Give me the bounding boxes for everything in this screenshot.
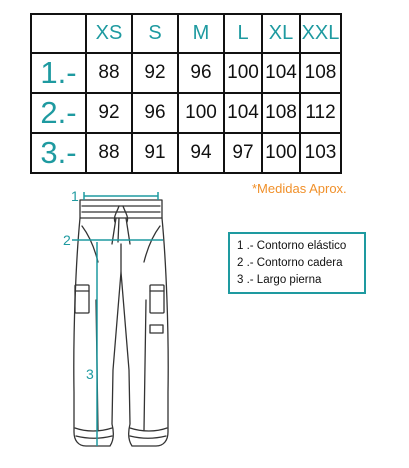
marker-2: 2 xyxy=(63,232,71,248)
table-cell: 104 xyxy=(262,53,300,93)
table-cell: 104 xyxy=(224,93,262,133)
marker-1: 1 xyxy=(71,188,79,204)
approx-measurements-note: *Medidas Aprox. xyxy=(252,181,347,196)
table-cell: 96 xyxy=(132,93,178,133)
row-label: 2.- xyxy=(31,93,86,133)
legend-item: 1 .- Contorno elástico xyxy=(237,240,347,252)
measurement-legend xyxy=(228,232,366,294)
table-cell: 100 xyxy=(178,93,224,133)
legend-item: 3 .- Largo pierna xyxy=(237,274,322,286)
table-cell: 100 xyxy=(224,53,262,93)
table-cell: 91 xyxy=(132,133,178,173)
table-cell: 94 xyxy=(178,133,224,173)
table-cell: 112 xyxy=(300,93,341,133)
size-header-s: S xyxy=(132,14,178,53)
table-cell: 97 xyxy=(224,133,262,173)
table-cell: 100 xyxy=(262,133,300,173)
row-label: 1.- xyxy=(31,53,86,93)
table-cell: 103 xyxy=(300,133,341,173)
size-header-xl: XL xyxy=(262,14,300,53)
size-header-m: M xyxy=(178,14,224,53)
table-cell: 92 xyxy=(86,93,132,133)
marker-3: 3 xyxy=(86,366,94,382)
table-cell: 96 xyxy=(178,53,224,93)
size-header-xxl: XXL xyxy=(300,14,341,53)
table-cell: 92 xyxy=(132,53,178,93)
table-cell: 108 xyxy=(300,53,341,93)
size-header-l: L xyxy=(224,14,262,53)
table-cell: 88 xyxy=(86,53,132,93)
table-cell: 88 xyxy=(86,133,132,173)
pants-outline xyxy=(74,200,168,446)
legend-item: 2 .- Contorno cadera xyxy=(237,257,343,269)
size-header-xs: XS xyxy=(86,14,132,53)
row-label: 3.- xyxy=(31,133,86,173)
table-cell: 108 xyxy=(262,93,300,133)
